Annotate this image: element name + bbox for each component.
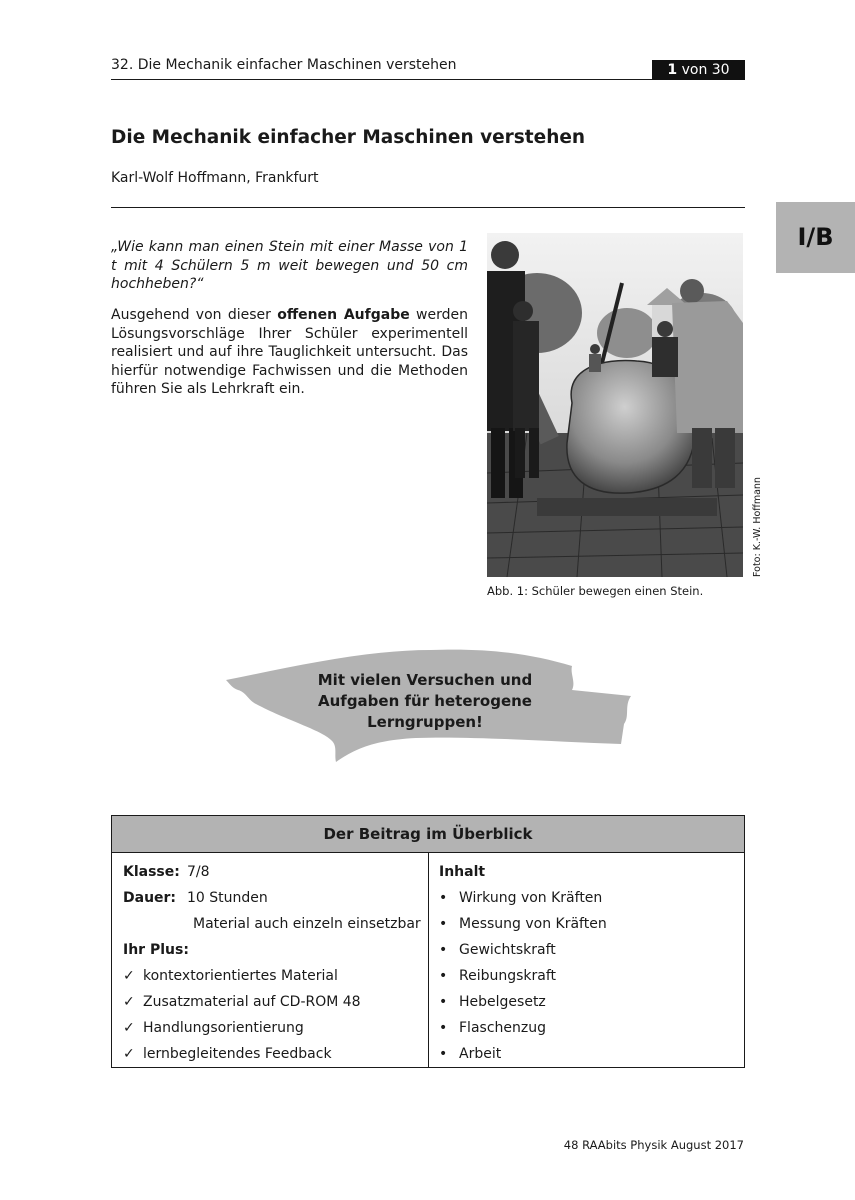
bullet-icon: • [439, 1020, 448, 1036]
plus-item-label: Zusatzmaterial auf CD-ROM 48 [143, 994, 361, 1010]
banner-line-3: Lerngruppen! [367, 713, 483, 731]
figure-caption: Abb. 1: Schüler bewegen einen Stein. [487, 584, 704, 598]
plus-item [123, 1015, 423, 1041]
inhalt-item-label: Hebelgesetz [459, 994, 546, 1010]
plus-item-label: kontextorientiertes Material [143, 968, 338, 984]
inhalt-item-label: Wirkung von Kräften [459, 890, 603, 906]
dauer-row [123, 885, 423, 911]
highlight-banner-text [270, 670, 580, 733]
banner-line-1: Mit vielen Versuchen und [317, 671, 533, 689]
inhalt-item-label: Gewichtskraft [459, 942, 556, 958]
article-title: Die Mechanik einfacher Maschinen verstehen [111, 127, 586, 148]
plus-label-text: Ihr Plus: [123, 942, 189, 958]
inhalt-item [439, 885, 739, 911]
inhalt-item [439, 911, 739, 937]
checkmark-icon: ✓ [123, 994, 135, 1010]
plus-item-label: Handlungsorientierung [143, 1020, 304, 1036]
klasse-label: Klasse: [123, 864, 180, 880]
intro-quote: „Wie kann man einen Stein mit einer Masse von 1 t mit 4 Schülern 5 m weit bewegen und 50 cm hochheben?“ [111, 239, 468, 292]
inhalt-item-label: Messung von Kräften [459, 916, 607, 932]
running-title: 32. Die Mechanik einfacher Maschinen verstehen [111, 57, 457, 73]
intro-paragraph [111, 306, 468, 399]
bullet-icon: • [439, 890, 448, 906]
dauer-value: 10 Stunden [187, 890, 268, 906]
dauer-note: Material auch einzeln einsetzbar [193, 916, 421, 932]
checkmark-icon: ✓ [123, 1046, 135, 1062]
header-rule [111, 79, 745, 80]
overview-left-column [123, 859, 423, 1067]
klasse-value: 7/8 [187, 864, 210, 880]
bullet-icon: • [439, 1046, 448, 1062]
dauer-label: Dauer: [123, 890, 177, 906]
banner-line-2: Aufgaben für heterogene [318, 692, 532, 710]
article-author: Karl-Wolf Hoffmann, Frankfurt [111, 170, 319, 186]
intro-text-end: werden Lösungsvorschläge Ihrer Schüler experimentell realisiert und auf ihre Tauglichkeit untersucht. Das hierfür notwendige Fachwissen und die Methoden führen Sie als Lehrkraft ein. [111, 307, 468, 397]
plus-item [123, 963, 423, 989]
inhalt-item-label: Reibungskraft [459, 968, 557, 984]
inhalt-item-label: Arbeit [459, 1046, 502, 1062]
section-tab: I/B [776, 202, 855, 273]
title-rule [111, 207, 745, 208]
plus-item [123, 989, 423, 1015]
klasse-row [123, 859, 423, 885]
inhalt-item [439, 963, 739, 989]
intro-text-start: Ausgehend von dieser [111, 307, 278, 323]
inhalt-item [439, 937, 739, 963]
inhalt-item [439, 1015, 739, 1041]
overview-right-column [439, 859, 739, 1067]
bullet-icon: • [439, 968, 448, 984]
overview-heading: Der Beitrag im Überblick [112, 816, 744, 853]
photo-students-moving-stone [487, 233, 743, 577]
checkmark-icon: ✓ [123, 968, 135, 984]
footer-publication: 48 RAAbits Physik August 2017 [563, 1138, 744, 1152]
inhalt-label [439, 859, 739, 885]
inhalt-item [439, 989, 739, 1015]
inhalt-item-label: Flaschenzug [459, 1020, 546, 1036]
page-current: 1 [667, 62, 678, 78]
inhalt-item [439, 1041, 739, 1067]
overview-box [111, 815, 745, 1068]
plus-label [123, 937, 423, 963]
plus-item-label: lernbegleitendes Feedback [143, 1046, 332, 1062]
bullet-icon: • [439, 994, 448, 1010]
checkmark-icon: ✓ [123, 1020, 135, 1036]
overview-columns [112, 853, 744, 1067]
plus-item [123, 1041, 423, 1067]
column-divider [428, 853, 429, 1067]
photo-credit: Foto: K.-W. Hoffmann [752, 477, 763, 577]
intro-text-bold: offenen Aufgabe [277, 307, 410, 323]
bullet-icon: • [439, 942, 448, 958]
page-total: von 30 [677, 62, 730, 78]
page-number-badge [652, 60, 745, 80]
bullet-icon: • [439, 916, 448, 932]
inhalt-label-text: Inhalt [439, 864, 486, 880]
